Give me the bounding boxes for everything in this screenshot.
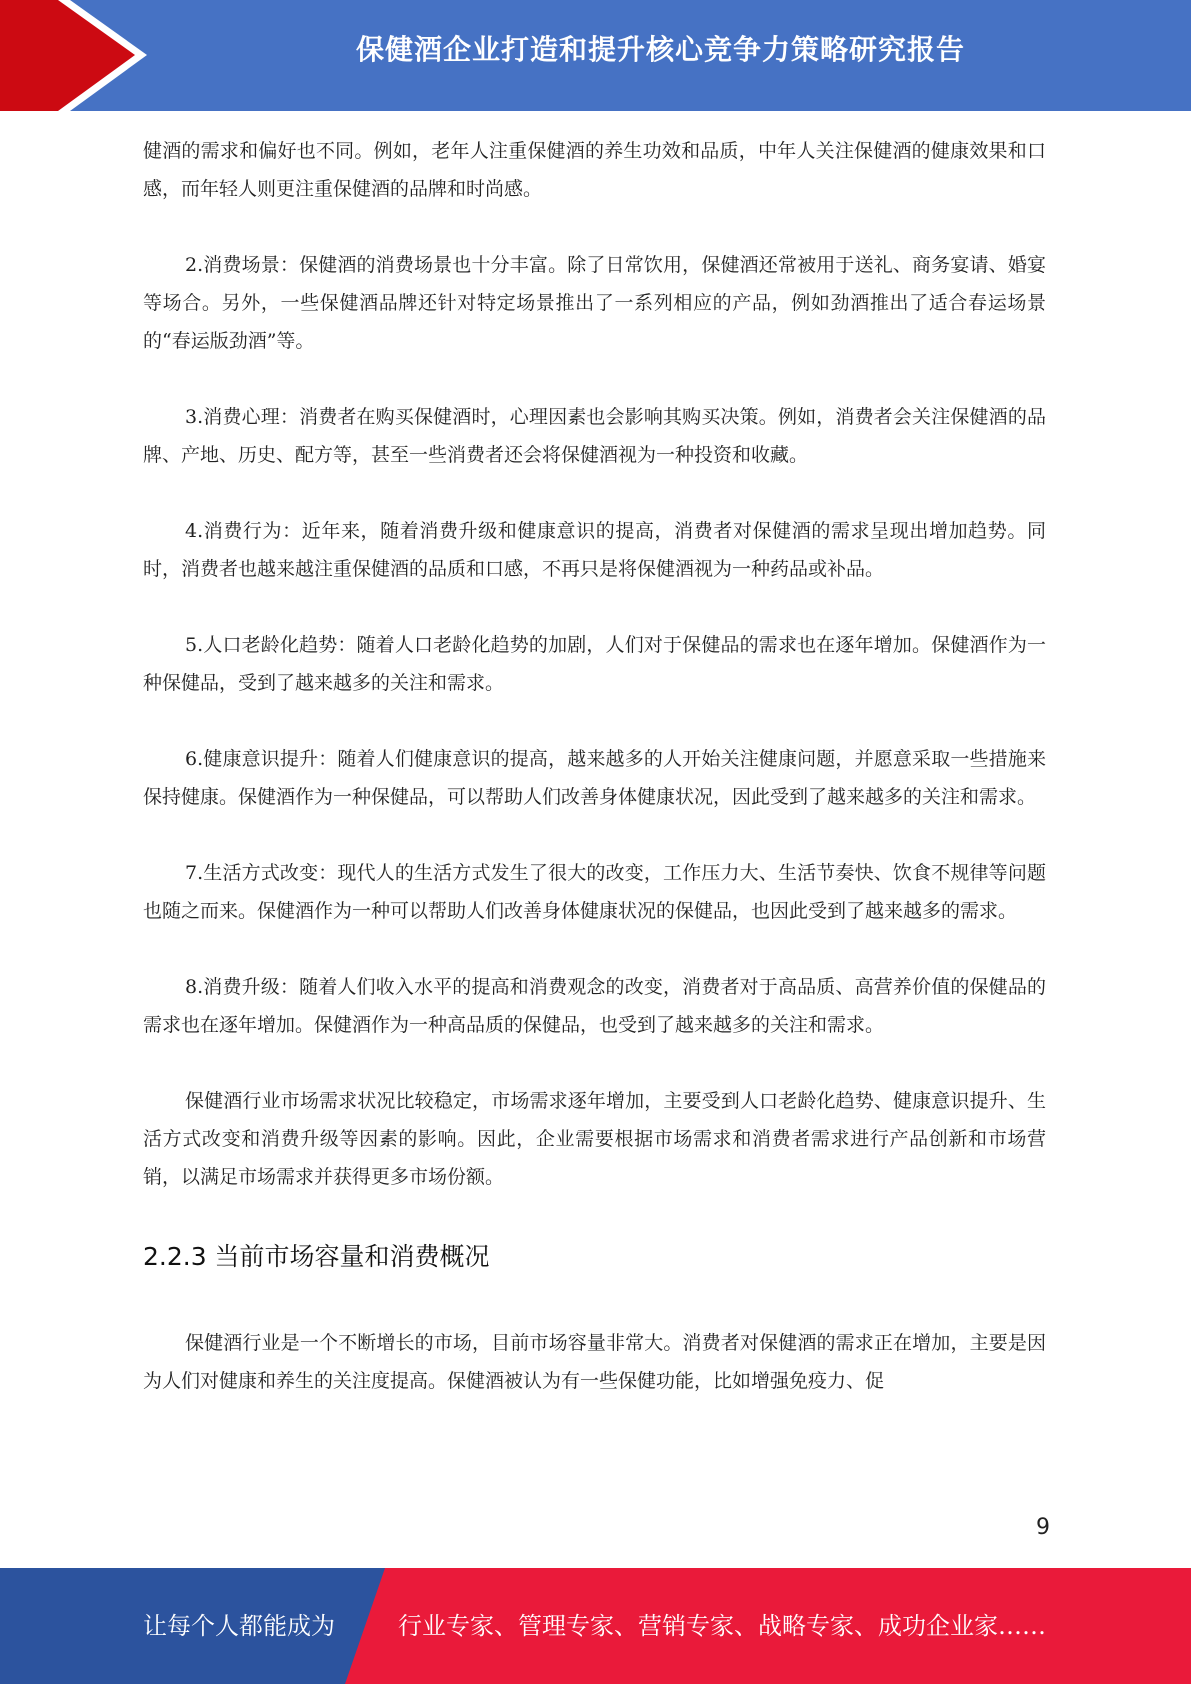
paragraph: 3.消费心理：消费者在购买保健酒时，心理因素也会影响其购买决策。例如，消费者会关注保健酒的品牌、产地、历史、配方等，甚至一些消费者还会将保健酒视为一种投资和收藏。 (143, 406, 1046, 466)
footer-slogan-right: 行业专家、管理专家、营销专家、战略专家、成功企业家…… (398, 1612, 1046, 1640)
paragraph: 4.消费行为：近年来，随着消费升级和健康意识的提高，消费者对保健酒的需求呈现出增加趋势。同时，消费者也越来越注重保健酒的品质和口感，不再只是将保健酒视为一种药品或补品。 (143, 520, 1046, 580)
paragraph: 2.消费场景：保健酒的消费场景也十分丰富。除了日常饮用，保健酒还常被用于送礼、商务宴请、婚宴等场合。另外，一些保健酒品牌还针对特定场景推出了一系列相应的产品，例如劲酒推出了适合春运场景的“春运版劲酒”等。 (143, 254, 1046, 352)
paragraph: 5.人口老龄化趋势：随着人口老龄化趋势的加剧，人们对于保健品的需求也在逐年增加。保健酒作为一种保健品，受到了越来越多的关注和需求。 (143, 634, 1046, 694)
paragraph: 6.健康意识提升：随着人们健康意识的提高，越来越多的人开始关注健康问题，并愿意采取一些措施来保持健康。保健酒作为一种保健品，可以帮助人们改善身体健康状况，因此受到了越来越多的关注和需求。 (143, 748, 1046, 808)
paragraph: 保健酒行业是一个不断增长的市场，目前市场容量非常大。消费者对保健酒的需求正在增加，主要是因为人们对健康和养生的关注度提高。保健酒被认为有一些保健功能，比如增强免疫力、促 (143, 1332, 1046, 1392)
page-number: 9 (1036, 1515, 1050, 1540)
paragraph: 保健酒行业市场需求状况比较稳定，市场需求逐年增加，主要受到人口老龄化趋势、健康意识提升、生活方式改变和消费升级等因素的影响。因此，企业需要根据市场需求和消费者需求进行产品创新和市场营销，以满足市场需求并获得更多市场份额。 (143, 1090, 1046, 1188)
paragraph: 健酒的需求和偏好也不同。例如，老年人注重保健酒的养生功效和品质，中年人关注保健酒的健康效果和口感，而年轻人则更注重保健酒的品牌和时尚感。 (143, 140, 1046, 200)
footer-slogan-left: 让每个人都能成为 (143, 1612, 335, 1640)
document-body (143, 132, 1046, 1400)
section-heading: 2.2.3 当前市场容量和消费概况 (143, 1242, 490, 1271)
page-footer (0, 1568, 1191, 1684)
paragraph: 7.生活方式改变：现代人的生活方式发生了很大的改变，工作压力大、生活节奏快、饮食不规律等问题也随之而来。保健酒作为一种可以帮助人们改善身体健康状况的保健品，也因此受到了越来越多的需求。 (143, 862, 1046, 922)
page-header (0, 0, 1191, 111)
paragraph: 8.消费升级：随着人们收入水平的提高和消费观念的改变，消费者对于高品质、高营养价值的保健品的需求也在逐年增加。保健酒作为一种高品质的保健品，也受到了越来越多的关注和需求。 (143, 976, 1046, 1036)
header-title: 保健酒企业打造和提升核心竞争力策略研究报告 (355, 33, 965, 66)
